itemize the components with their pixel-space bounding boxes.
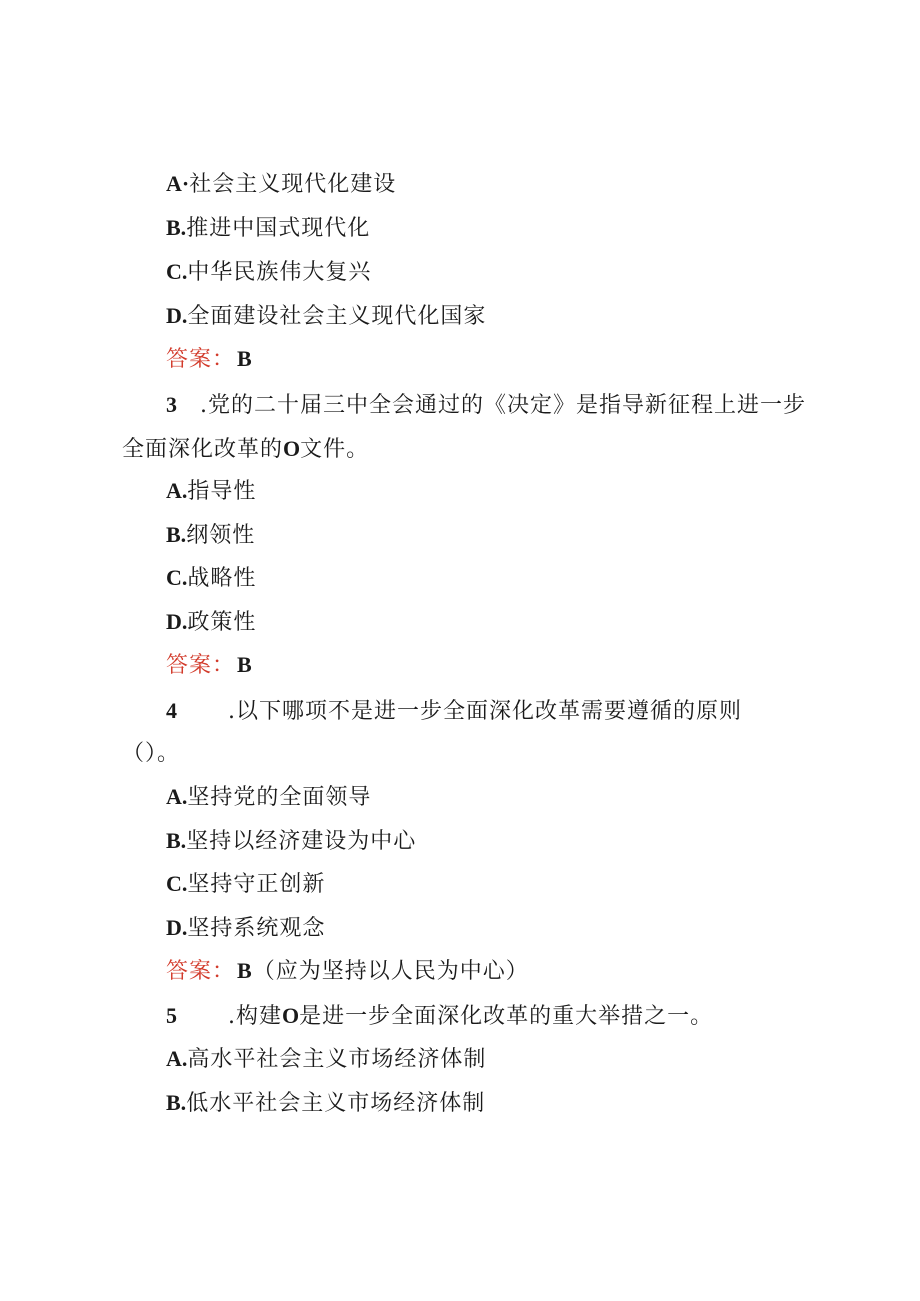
answer-label: 答案： [166,347,236,372]
question-4-line-2 [122,739,180,769]
option-text: 全面建设社会主义现代化国家 [187,304,487,329]
option-d-q3 [166,607,256,638]
option-letter: D. [166,303,188,328]
option-letter: C. [166,259,188,284]
option-text: 战略性 [187,566,257,591]
option-text: 坚持系统观念 [187,916,326,941]
option-letter: A· [166,171,190,196]
option-text: 推进中国式现代化 [186,216,371,241]
answer-q2 [166,344,253,375]
option-text: 纲领性 [186,523,256,548]
option-b-q5 [166,1088,485,1119]
option-letter: C. [166,565,188,590]
question-blank: O [283,436,301,461]
option-d-q4 [166,913,325,944]
option-letter: D. [166,609,188,634]
question-text: 文件。 [300,437,370,462]
option-text: 坚持以经济建设为中心 [186,829,417,854]
option-letter: A. [166,784,188,809]
question-number: 3 [166,392,178,417]
option-text: 社会主义现代化建设 [189,172,397,197]
answer-note: （应为坚持以人民为中心） [252,959,529,984]
question-text: .党的二十届三中全会通过的《决定》是指导新征程上进一步 [200,393,806,418]
option-a-q5 [166,1044,486,1075]
option-c-q3 [166,563,256,594]
question-text: 是进一步全面深化改革的重大举措之一。 [299,1004,714,1029]
question-text: 全面深化改革的 [122,437,284,462]
option-text: 政策性 [187,610,257,635]
option-letter: B. [166,215,187,240]
option-text: 高水平社会主义市场经济体制 [187,1047,487,1072]
answer-value: B [237,958,253,983]
question-3-line-2 [122,434,369,465]
answer-q4 [166,956,529,987]
option-c-q4 [166,869,325,900]
option-a-q4 [166,782,371,813]
option-text: 坚持守正创新 [187,872,326,897]
option-a-q2 [166,169,396,200]
option-letter: B. [166,1090,187,1115]
option-letter: C. [166,871,188,896]
option-b-q4 [166,826,416,857]
option-c-q2 [166,257,371,288]
answer-label: 答案： [166,959,236,984]
answer-q3 [166,650,253,681]
question-text: .构建 [228,1004,282,1029]
answer-value: B [237,346,253,371]
option-letter: B. [166,828,187,853]
option-b-q3 [166,520,255,551]
question-3-line-1 [166,390,806,421]
option-a-q3 [166,476,256,507]
option-text: 低水平社会主义市场经济体制 [186,1091,486,1116]
question-blank: O [282,1003,300,1028]
question-number: 4 [166,698,178,723]
option-text: 坚持党的全面领导 [187,785,372,810]
option-letter: A. [166,1046,188,1071]
option-text: 指导性 [187,479,257,504]
option-letter: A. [166,478,188,503]
option-letter: B. [166,522,187,547]
option-b-q2 [166,213,370,244]
question-4-line-1 [166,696,742,727]
option-letter: D. [166,915,188,940]
option-text: 中华民族伟大复兴 [187,260,372,285]
question-5-line-1 [166,1001,713,1032]
option-d-q2 [166,301,486,332]
question-text: （）。 [122,741,181,766]
answer-label: 答案： [166,653,236,678]
question-text: .以下哪项不是进一步全面深化改革需要遵循的原则 [228,699,742,724]
answer-value: B [237,652,253,677]
question-number: 5 [166,1003,178,1028]
